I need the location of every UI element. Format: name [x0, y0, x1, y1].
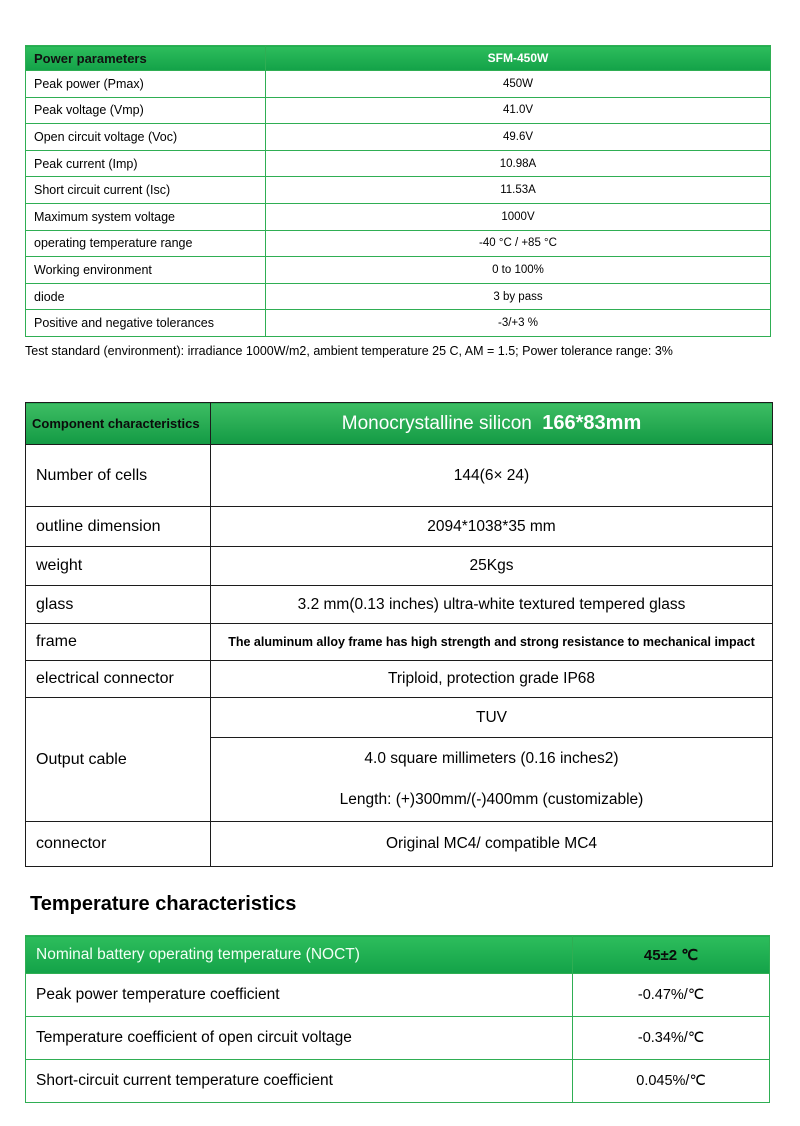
table-row — [26, 445, 773, 507]
power-table-model: SFM-450W — [266, 46, 771, 71]
temperature-row-value: -0.47%/℃ — [573, 974, 770, 1017]
component-row-value: 3.2 mm(0.13 inches) ultra-white textured tempered glass — [211, 586, 773, 624]
component-row-label: outline dimension — [26, 507, 211, 547]
component-row-label: Number of cells — [26, 445, 211, 507]
component-row-value: The aluminum alloy frame has high strength and strong resistance to mechanical impact — [211, 624, 773, 661]
component-row-label: glass — [26, 586, 211, 624]
power-table-header-row — [26, 46, 771, 71]
component-row-value: 2094*1038*35 mm — [211, 507, 773, 547]
power-row-value: 1000V — [266, 203, 771, 230]
table-row-output-cable — [26, 698, 773, 738]
power-row-value: -40 °C / +85 °C — [266, 230, 771, 257]
table-row — [26, 97, 771, 124]
temperature-row-label: Peak power temperature coefficient — [26, 974, 573, 1017]
table-row — [26, 177, 771, 204]
power-row-label: Open circuit voltage (Voc) — [26, 124, 266, 151]
table-row — [26, 1060, 770, 1103]
power-row-label: operating temperature range — [26, 230, 266, 257]
noct-label: Nominal battery operating temperature (NOCT) — [26, 936, 573, 974]
component-row-value: 25Kgs — [211, 547, 773, 586]
table-row — [26, 507, 773, 547]
table-row — [26, 624, 773, 661]
power-row-label: Maximum system voltage — [26, 203, 266, 230]
temperature-row-label: Short-circuit current temperature coefficient — [26, 1060, 573, 1103]
table-row — [26, 310, 771, 337]
table-row — [26, 586, 773, 624]
output-cable-line: TUV — [211, 698, 773, 738]
power-row-value: 49.6V — [266, 124, 771, 151]
power-row-label: Short circuit current (Isc) — [26, 177, 266, 204]
table-row — [26, 230, 771, 257]
power-row-value: 11.53A — [266, 177, 771, 204]
component-table-material — [211, 403, 773, 445]
table-row — [26, 1017, 770, 1060]
component-row-label: connector — [26, 822, 211, 867]
power-row-value: -3/+3 % — [266, 310, 771, 337]
noct-value: 45±2 ℃ — [573, 936, 770, 974]
cell-size: 166*83mm — [542, 412, 642, 434]
temperature-row-value: -0.34%/℃ — [573, 1017, 770, 1060]
temperature-table-header-row — [26, 936, 770, 974]
component-table-title: Component characteristics — [26, 403, 211, 445]
table-row — [26, 257, 771, 284]
output-cable-line: 4.0 square millimeters (0.16 inches2) — [211, 738, 773, 780]
component-row-label: weight — [26, 547, 211, 586]
temperature-row-label: Temperature coefficient of open circuit voltage — [26, 1017, 573, 1060]
power-row-value: 3 by pass — [266, 283, 771, 310]
table-row — [26, 150, 771, 177]
table-row — [26, 283, 771, 310]
power-table-title: Power parameters — [26, 46, 266, 71]
test-standard-note: Test standard (environment): irradiance 1000W/m2, ambient temperature 25 C, AM = 1.5; Power tolerance range: 3% — [25, 344, 673, 358]
table-row — [26, 661, 773, 698]
table-row — [26, 974, 770, 1017]
temperature-row-value: 0.045%/℃ — [573, 1060, 770, 1103]
component-characteristics-table — [25, 402, 773, 867]
power-row-label: Peak voltage (Vmp) — [26, 97, 266, 124]
temperature-characteristics-table — [25, 935, 770, 1103]
component-table-header-row — [26, 403, 773, 445]
power-row-value: 0 to 100% — [266, 257, 771, 284]
power-row-label: Working environment — [26, 257, 266, 284]
power-row-label: Positive and negative tolerances — [26, 310, 266, 337]
component-row-value: 144(6× 24) — [211, 445, 773, 507]
table-row — [26, 822, 773, 867]
power-row-value: 450W — [266, 71, 771, 98]
power-row-label: diode — [26, 283, 266, 310]
power-row-value: 41.0V — [266, 97, 771, 124]
table-row — [26, 203, 771, 230]
output-cable-line: Length: (+)300mm/(-)400mm (customizable) — [211, 780, 773, 822]
power-parameters-table — [25, 45, 771, 337]
power-row-label: Peak power (Pmax) — [26, 71, 266, 98]
component-row-label: frame — [26, 624, 211, 661]
table-row — [26, 547, 773, 586]
material-name: Monocrystalline silicon — [341, 413, 532, 434]
output-cable-label: Output cable — [26, 698, 211, 822]
temperature-section-title: Temperature characteristics — [30, 893, 297, 915]
power-row-value: 10.98A — [266, 150, 771, 177]
component-row-value: Original MC4/ compatible MC4 — [211, 822, 773, 867]
table-row — [26, 124, 771, 151]
component-row-value: Triploid, protection grade IP68 — [211, 661, 773, 698]
table-row — [26, 71, 771, 98]
power-row-label: Peak current (Imp) — [26, 150, 266, 177]
component-row-label: electrical connector — [26, 661, 211, 698]
